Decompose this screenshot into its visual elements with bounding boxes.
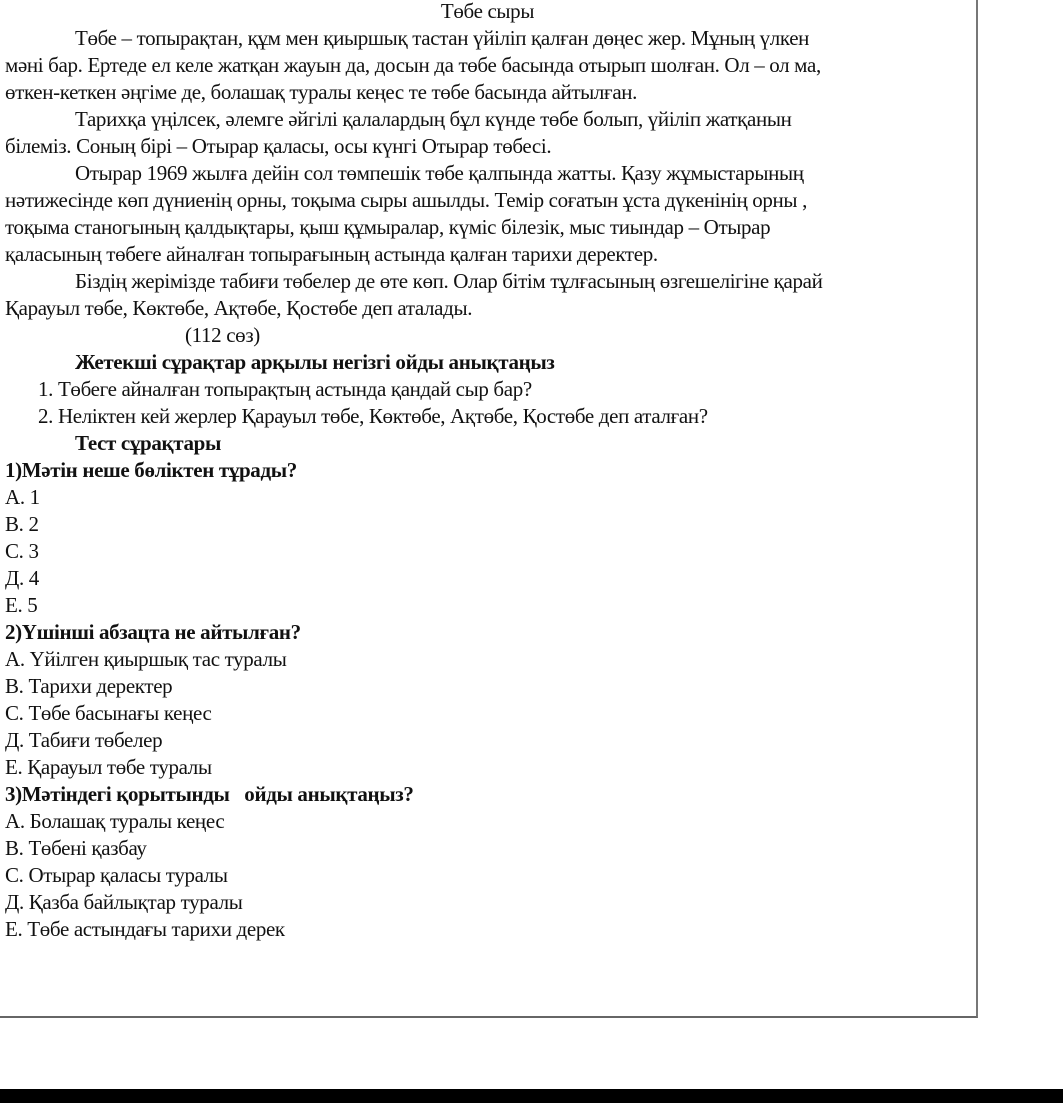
guide-question: 2. Неліктен кей жерлер Қарауыл төбе, Көктөбе, Ақтөбе, Қостөбе деп аталған? bbox=[38, 404, 708, 428]
test-heading: Тест сұрақтары bbox=[75, 431, 222, 455]
answer-option: Д. Табиғи төбелер bbox=[5, 728, 163, 752]
answer-option: С. Отырар қаласы туралы bbox=[5, 863, 228, 887]
answer-option: В. 2 bbox=[5, 512, 39, 536]
test-question-3: 3)Мәтіндегі қорытынды ойды анықтаңыз? bbox=[5, 782, 414, 806]
answer-option: В. Төбені қазбау bbox=[5, 836, 147, 860]
document-title: Төбе сыры bbox=[440, 0, 535, 23]
answer-option: А. 1 bbox=[5, 485, 40, 509]
answer-option: Д. Қазба байлықтар туралы bbox=[5, 890, 243, 914]
paragraph-line: Отырар 1969 жылға дейін сол төмпешік төбе қалпында жатты. Қазу жұмыстарының bbox=[75, 161, 804, 185]
test-question-1: 1)Мәтін неше бөліктен тұрады? bbox=[5, 458, 297, 482]
answer-option: Е. Қарауыл төбе туралы bbox=[5, 755, 212, 779]
paragraph-line: Тарихқа үңілсек, әлемге әйгілі қалалардың бұл күнде төбе болып, үйіліп жатқанын bbox=[75, 107, 792, 131]
answer-option: С. Төбе басынағы кеңес bbox=[5, 701, 212, 725]
paragraph-line: Төбе – топырақтан, құм мен қиыршық тастан үйіліп қалған дөңес жер. Мұның үлкен bbox=[75, 26, 810, 50]
test-question-2: 2)Үшінші абзацта не айтылған? bbox=[5, 620, 301, 644]
answer-option: В. Тарихи деректер bbox=[5, 674, 173, 698]
answer-option: Е. 5 bbox=[5, 593, 38, 617]
answer-option: С. 3 bbox=[5, 539, 39, 563]
paragraph-line: өткен-кеткен әңгіме де, болашақ туралы кеңес те төбе басында айтылған. bbox=[5, 80, 638, 104]
document-content bbox=[5, 0, 970, 943]
answer-option: Д. 4 bbox=[5, 566, 39, 590]
paragraph-line: тоқыма станогының қалдықтары, қыш құмыралар, күміс білезік, мыс тиындар – Отырар bbox=[5, 215, 771, 239]
word-count: (112 сөз) bbox=[185, 323, 260, 347]
paragraph-line: қаласының төбеге айналған топырағының астында қалған тарихи деректер. bbox=[5, 242, 658, 266]
paragraph-line: Біздің жерімізде табиғи төбелер де өте көп. Олар бітім тұлғасының өзгешелігіне қарай bbox=[75, 269, 823, 293]
paragraph-line: мәні бар. Ертеде ел келе жатқан жауын да, досын да төбе басында отырып шолған. Ол – ол ма, bbox=[5, 53, 821, 77]
answer-option: А. Болашақ туралы кеңес bbox=[5, 809, 225, 833]
paragraph-line: білеміз. Соның бірі – Отырар қаласы, осы күнгі Отырар төбесі. bbox=[5, 134, 552, 158]
answer-option: Е. Төбе астындағы тарихи дерек bbox=[5, 917, 285, 941]
answer-option: А. Үйілген қиыршық тас туралы bbox=[5, 647, 287, 671]
paragraph-line: нәтижесінде көп дүниенің орны, тоқыма сыры ашылды. Темір соғатын ұста дүкенінің орны , bbox=[5, 188, 807, 212]
black-bottom-band bbox=[0, 1089, 1063, 1103]
guide-question: 1. Төбеге айналған топырақтың астында қандай сыр бар? bbox=[38, 377, 532, 401]
guide-heading: Жетекші сұрақтар арқылы негізгі ойды анықтаңыз bbox=[75, 350, 555, 374]
paragraph-line: Қарауыл төбе, Көктөбе, Ақтөбе, Қостөбе деп аталады. bbox=[5, 296, 473, 320]
